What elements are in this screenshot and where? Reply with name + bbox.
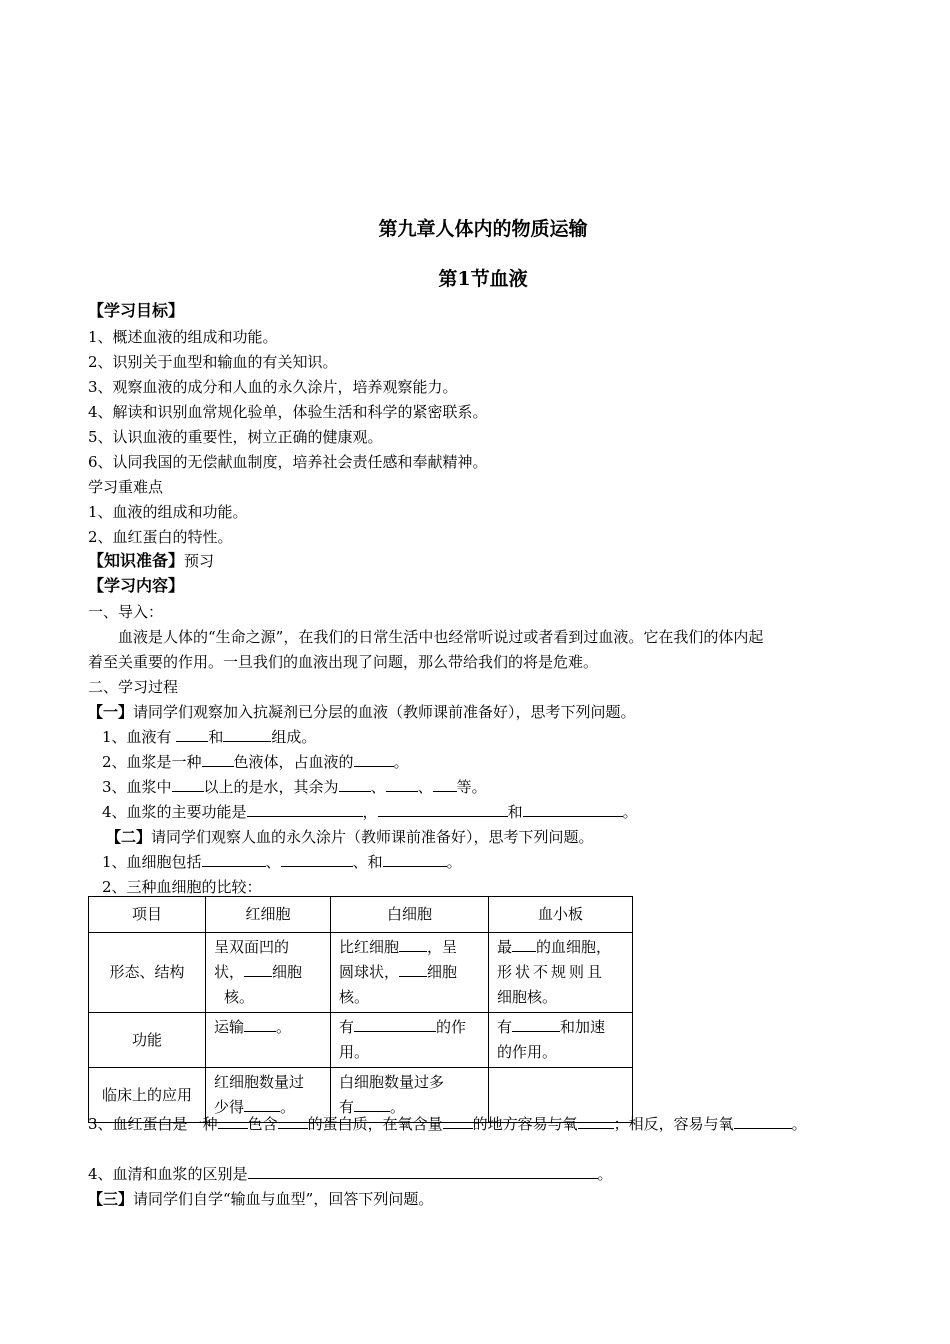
answer-blank[interactable]	[202, 852, 266, 867]
answer-blank[interactable]	[399, 962, 427, 977]
table-header-row	[89, 897, 633, 933]
wbc-clinical-cell: 白细胞数量过多 有 。	[331, 1068, 489, 1123]
answer-blank[interactable]	[523, 802, 623, 817]
question-3-hemoglobin: 3、血红蛋白是一种 色含 的蛋白质，在氧含量 的地方容易与氧 ；相反，容易与氧 。	[88, 1115, 807, 1133]
table-row	[89, 933, 633, 1013]
answer-blank[interactable]	[512, 937, 536, 952]
answer-blank[interactable]	[244, 1097, 280, 1112]
intro-header: 一、导入：	[88, 603, 164, 621]
part2-question-1: 1、血细胞包括 、 、和 。	[102, 853, 462, 871]
objective-item: 1、概述血液的组成和功能。	[88, 328, 278, 346]
answer-blank[interactable]	[339, 777, 371, 792]
answer-blank[interactable]	[281, 852, 353, 867]
rbc-shape-cell: 呈双面凹的 状， 细胞 核。	[206, 933, 331, 1013]
answer-blank[interactable]	[354, 752, 394, 767]
part1-prompt	[88, 702, 636, 722]
answer-blank[interactable]	[386, 777, 418, 792]
answer-blank[interactable]	[378, 802, 508, 817]
objective-item: 2、识别关于血型和输血的有关知识。	[88, 353, 338, 371]
blood-cell-comparison-table	[88, 896, 633, 1123]
header-cell: 项目	[89, 897, 206, 933]
key-point-item: 1、血液的组成和功能。	[88, 503, 248, 521]
header-cell: 红细胞	[206, 897, 331, 933]
prep-text: 预习	[184, 552, 215, 570]
row-label: 临床上的应用	[89, 1068, 206, 1123]
intro-paragraph-line2: 着至关重要的作用。一旦我们的血液出现了问题，那么带给我们的将是危难。	[88, 653, 599, 671]
part2-question-2: 2、三种血细胞的比较：	[102, 878, 262, 896]
question-4-serum-plasma: 4、血清和血浆的区别是 。	[88, 1165, 613, 1183]
part1-question-4: 4、血浆的主要功能是 ， 和 。	[102, 803, 638, 821]
answer-blank[interactable]	[176, 727, 208, 742]
part1-question-2: 2、血浆是一种 色液体，占血液的 。	[102, 753, 409, 771]
section-title: 第1节血液	[438, 268, 528, 290]
part2-prompt	[106, 827, 594, 847]
key-points-header: 学习重难点	[88, 478, 164, 496]
intro-paragraph-line1: 血液是人体的“生命之源”，在我们的日常生活中也经常听说过或者看到过血液。它在我们的体内起	[118, 628, 764, 646]
table-row	[89, 1013, 633, 1068]
answer-blank[interactable]	[433, 777, 457, 792]
answer-blank[interactable]	[354, 1017, 436, 1032]
wbc-shape-cell: 比红细胞 ，呈 圆球状， 细胞 核。	[331, 933, 489, 1013]
answer-blank[interactable]	[172, 777, 204, 792]
objective-item: 6、认同我国的无偿献血制度，培养社会责任感和奉献精神。	[88, 453, 488, 471]
objective-item: 4、解读和识别血常规化验单，体验生活和科学的紧密联系。	[88, 403, 488, 421]
platelet-shape-cell: 最 的血细胞， 形状不规则且 细胞核。	[489, 933, 633, 1013]
answer-blank[interactable]	[443, 1114, 473, 1129]
answer-blank[interactable]	[512, 1017, 560, 1032]
answer-blank[interactable]	[734, 1114, 792, 1129]
header-cell: 白细胞	[331, 897, 489, 933]
part2-tag: 【二】	[106, 828, 152, 846]
content-header: 【学习内容】	[88, 576, 185, 595]
rbc-function-cell: 运输 。	[206, 1013, 331, 1068]
part1-question-3: 3、血浆中 以上的是水，其余为 、 、 等。	[102, 778, 487, 796]
answer-blank[interactable]	[578, 1114, 614, 1129]
answer-blank[interactable]	[247, 802, 363, 817]
row-label: 形态、结构	[89, 933, 206, 1013]
rbc-clinical-cell: 红细胞数量过 少得 。	[206, 1068, 331, 1123]
answer-blank[interactable]	[383, 852, 447, 867]
answer-blank[interactable]	[202, 752, 234, 767]
part1-tag: 【一】	[88, 703, 134, 721]
row-label: 功能	[89, 1013, 206, 1068]
part1-text: 请同学们观察加入抗凝剂已分层的血液（教师课前准备好），思考下列问题。	[133, 703, 636, 721]
objective-item: 5、认识血液的重要性，树立正确的健康观。	[88, 428, 383, 446]
knowledge-prep	[88, 551, 214, 571]
key-point-item: 2、血红蛋白的特性。	[88, 528, 233, 546]
objective-item: 3、观察血液的成分和人血的永久涂片，培养观察能力。	[88, 378, 458, 396]
wbc-function-cell: 有 的作 用。	[331, 1013, 489, 1068]
answer-blank[interactable]	[244, 962, 272, 977]
chapter-title: 第九章人体内的物质运输	[378, 218, 588, 240]
answer-blank[interactable]	[278, 1114, 308, 1129]
platelet-function-cell: 有 和加速 的作用。	[489, 1013, 633, 1068]
process-header: 二、学习过程	[88, 678, 179, 696]
part2-text: 请同学们观察人血的永久涂片（教师课前准备好），思考下列问题。	[151, 828, 594, 846]
prep-header: 【知识准备】	[88, 551, 185, 570]
part3-tag: 【三】	[88, 1190, 134, 1208]
objectives-header: 【学习目标】	[88, 301, 185, 320]
part3-text: 请同学们自学“输血与血型”，回答下列问题。	[133, 1190, 434, 1208]
header-cell: 血小板	[489, 897, 633, 933]
part3-prompt	[88, 1189, 433, 1209]
answer-blank[interactable]	[399, 937, 427, 952]
answer-blank[interactable]	[223, 727, 271, 742]
part1-question-1: 1、血液有 和 组成。	[102, 728, 317, 746]
answer-blank[interactable]	[244, 1017, 276, 1032]
answer-blank[interactable]	[354, 1097, 390, 1112]
answer-blank[interactable]	[218, 1114, 248, 1129]
answer-blank[interactable]	[248, 1164, 598, 1179]
